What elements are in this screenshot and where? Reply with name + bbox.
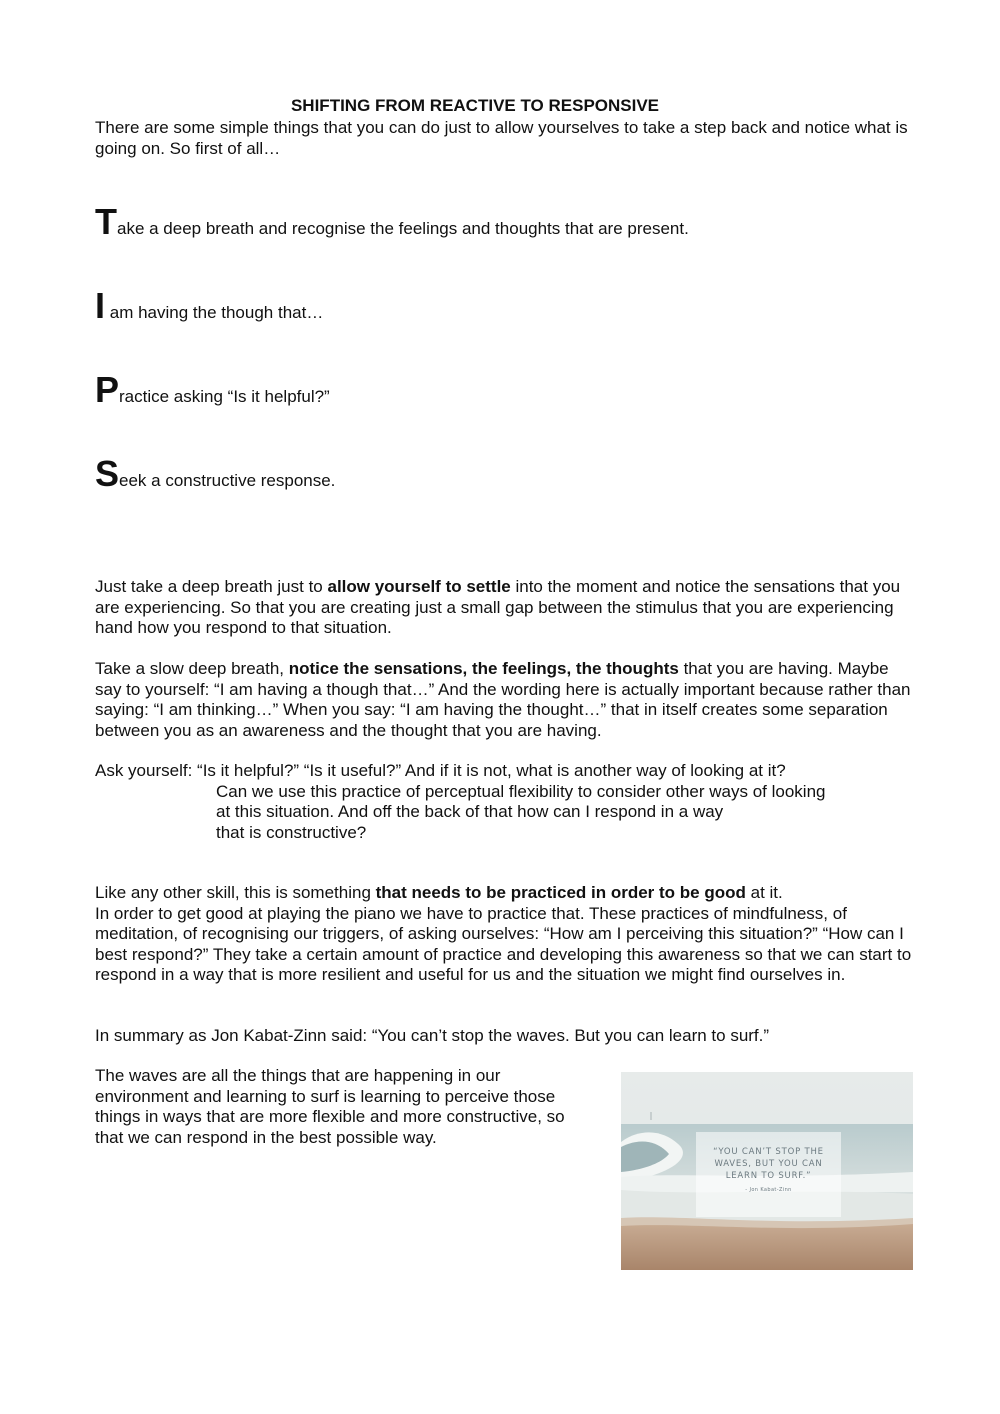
settle-text-1: Just take a deep breath just to — [95, 577, 328, 596]
image-quote-author: - Jon Kabat-Zinn — [745, 1187, 792, 1193]
acronym-letter-i: I — [95, 285, 106, 326]
ask-indent-line-1: Can we use this practice of perceptual flexibility to consider other ways of looking — [216, 781, 826, 801]
closing-paragraph: The waves are all the things that are happening in our environment and learning to surf is learning to perceive those things in ways that are more flexible and more constructive, so that we can respond in the best possible way. — [95, 1066, 565, 1147]
acronym-letter-t: T — [95, 201, 117, 242]
ask-yourself-line: Ask yourself: “Is it helpful?” “Is it useful?” And if it is not, what is another way of looking at it? — [95, 761, 786, 780]
acronym-line-t — [95, 201, 689, 247]
page-title: SHIFTING FROM REACTIVE TO RESPONSIVE — [290, 96, 660, 115]
acronym-text-i: am having the though that… — [105, 303, 324, 322]
ask-yourself-paragraph — [95, 761, 915, 843]
sensations-paragraph — [95, 659, 915, 741]
acronym-letter-s: S — [95, 453, 120, 494]
ask-indent-line-3: that is constructive? — [216, 822, 367, 842]
acronym-line-p — [95, 369, 330, 415]
acronym-line-i — [95, 285, 324, 331]
practice-text-2: at it. — [745, 883, 783, 902]
ask-indent-line-2: at this situation. And off the back of that how can I respond in a way — [216, 802, 724, 822]
acronym-text-t: ake a deep breath and recognise the feelings and thoughts that are present. — [117, 219, 689, 238]
quote-overlay — [696, 1132, 841, 1217]
sensations-emphasis: notice the sensations, the feelings, the thoughts — [288, 659, 679, 678]
settle-paragraph — [95, 577, 915, 639]
acronym-line-s — [95, 453, 336, 499]
acronym-letter-p: P — [95, 369, 120, 410]
practice-paragraph — [95, 883, 915, 986]
image-quote-text: “YOU CAN’T STOP THE WAVES, BUT YOU CAN LEARN TO SURF.” — [713, 1147, 824, 1181]
practice-emphasis: that needs to be practiced in order to be good — [375, 883, 746, 902]
summary-paragraph: In summary as Jon Kabat-Zinn said: “You can’t stop the waves. But you can learn to surf.” — [95, 1026, 770, 1045]
acronym-text-p: ractice asking “Is it helpful?” — [119, 387, 330, 406]
settle-emphasis: allow yourself to settle — [327, 577, 511, 596]
sensations-text-1: Take a slow deep breath, — [95, 659, 289, 678]
sensations-text-2: that you are having. Maybe say to yourself: “I am having a though that…” And the wording here is actually important because rather than saying: “I am thinking…” When you say: “I am having the thought…” that in itself creates some separation between you as an awareness and the thought that you are having. — [95, 659, 911, 740]
intro-paragraph: There are some simple things that you can do just to allow yourselves to take a step back and notice what is going on. So first of all… — [95, 118, 908, 158]
acronym-text-s: eek a constructive response. — [119, 471, 336, 490]
practice-text-3: In order to get good at playing the piano we have to practice that. These practices of mindfulness, of meditation, of recognising our triggers, of asking ourselves: “How am I perceiving this situation?” “How can I best respond?” They take a certain amount of practice and developing this awareness so that we can start to respond in a way that is more resilient and useful for us and the situation we might find ourselves in. — [95, 903, 912, 985]
waves-quote-image — [621, 1072, 913, 1270]
practice-text-1: Like any other skill, this is something — [95, 883, 376, 902]
settle-text-2: into the moment and notice the sensations that you are experiencing. So that you are creating just a small gap between the stimulus that you are experiencing hand how you respond to that situation. — [95, 577, 901, 638]
